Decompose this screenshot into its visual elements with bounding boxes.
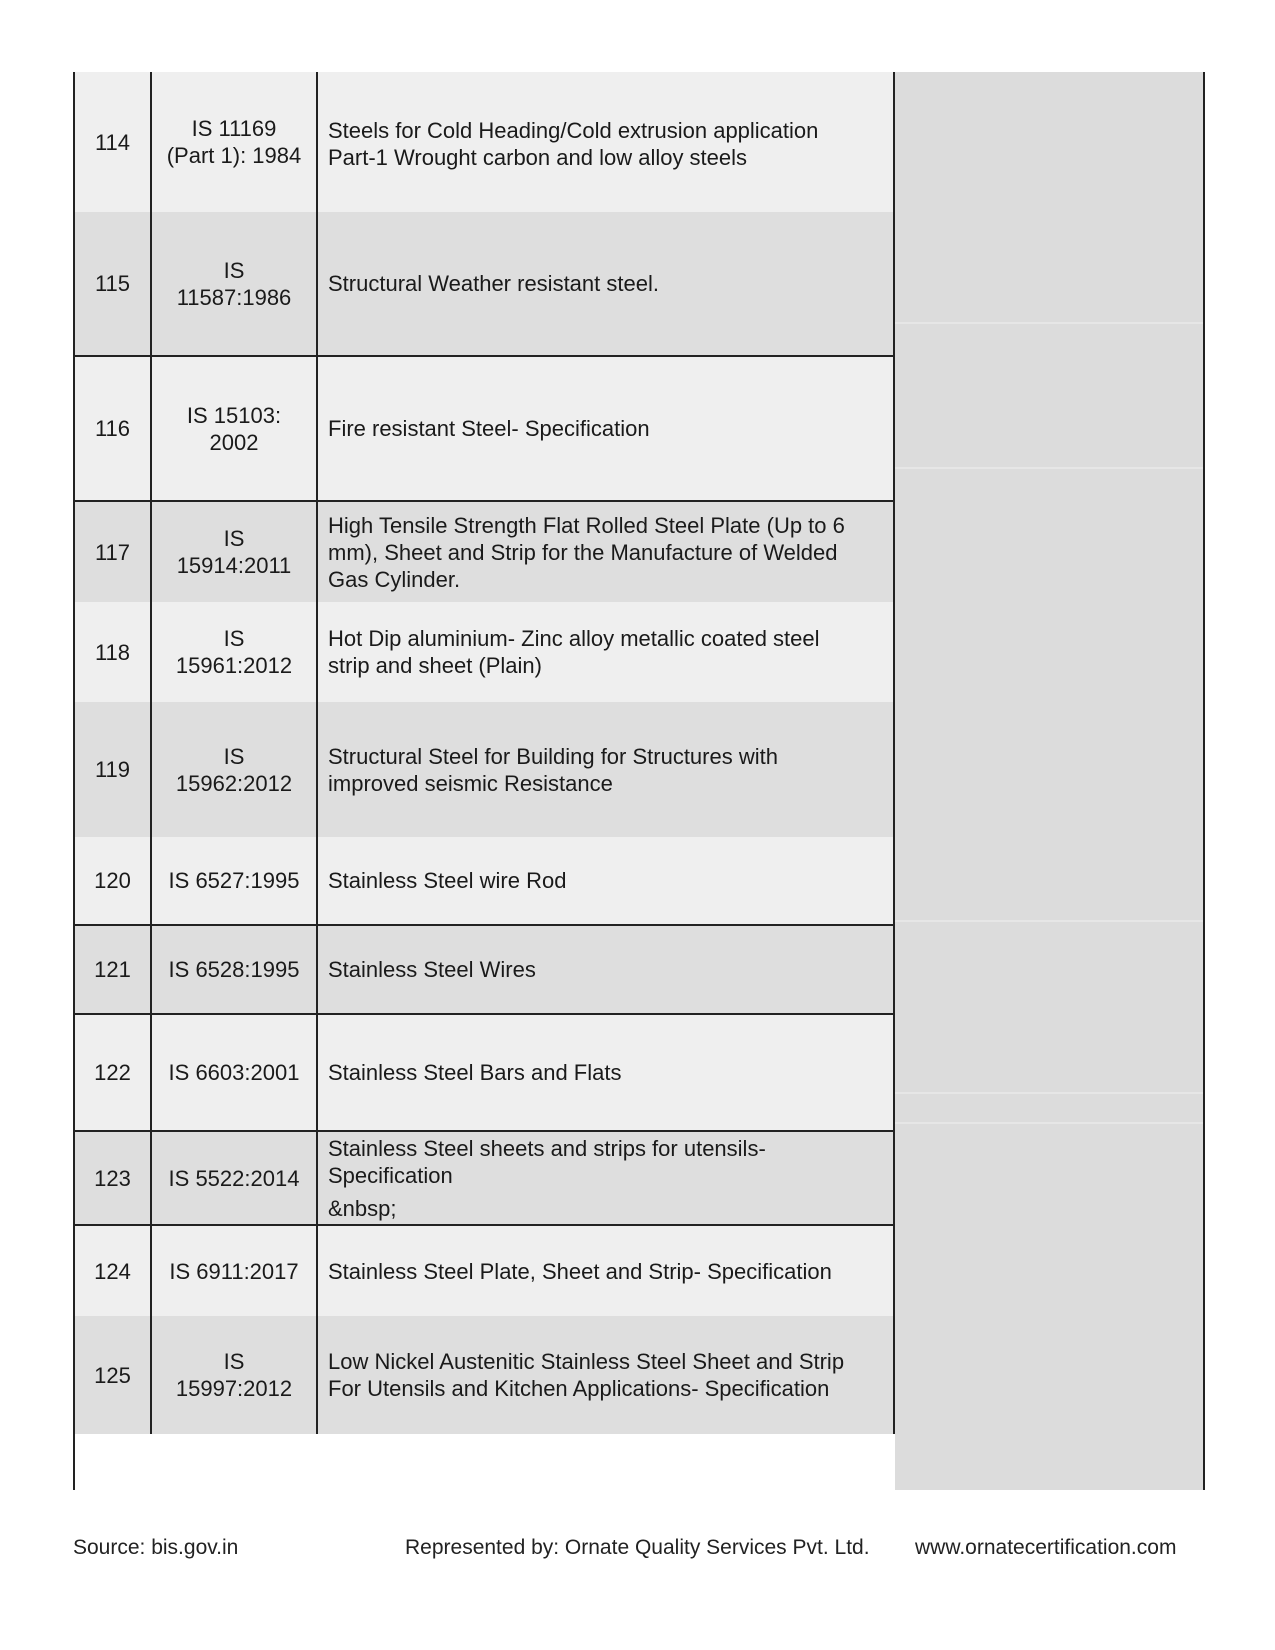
serial-number-cell bbox=[75, 1132, 152, 1224]
description: Stainless Steel Wires bbox=[328, 957, 536, 982]
standard-code-cell bbox=[152, 1316, 318, 1434]
standard-code: IS 5522:2014 bbox=[168, 1165, 300, 1191]
serial-number-cell bbox=[75, 837, 152, 924]
table-row bbox=[75, 1316, 895, 1434]
standard-code-cell bbox=[152, 1132, 318, 1224]
standards-table bbox=[73, 72, 1205, 1490]
serial-number-cell bbox=[75, 212, 152, 355]
standard-code-cell bbox=[152, 837, 318, 924]
standard-code: IS 6603:2001 bbox=[168, 1060, 300, 1085]
standard-code-cell bbox=[152, 212, 318, 355]
serial-number: 121 bbox=[94, 957, 131, 982]
standard-code: IS 15997:2012 bbox=[175, 1349, 293, 1401]
standard-code-cell bbox=[152, 602, 318, 702]
description: Stainless Steel sheets and strips for utensils- Specification bbox=[328, 1135, 766, 1188]
table-row bbox=[75, 502, 895, 602]
standard-code: IS 15914:2011 bbox=[176, 526, 292, 578]
standard-code-cell bbox=[152, 1015, 318, 1130]
serial-number: 119 bbox=[94, 757, 131, 782]
serial-number-cell bbox=[75, 1316, 152, 1434]
description: Structural Steel for Building for Structures with improved seismic Resistance bbox=[328, 743, 778, 796]
serial-number: 116 bbox=[94, 416, 131, 441]
description-cell bbox=[318, 837, 895, 924]
blank-column-divider bbox=[895, 467, 1203, 469]
description-cell bbox=[318, 926, 895, 1013]
serial-number: 115 bbox=[94, 271, 131, 296]
standard-code-cell bbox=[152, 1226, 318, 1316]
description-cell bbox=[318, 212, 895, 355]
standard-code: IS 15962:2012 bbox=[175, 743, 293, 796]
description-extra: &nbsp; bbox=[328, 1195, 397, 1221]
serial-number-cell bbox=[75, 72, 152, 212]
serial-number: 124 bbox=[94, 1258, 131, 1284]
standard-code-cell bbox=[152, 926, 318, 1013]
description: Structural Weather resistant steel. bbox=[328, 271, 659, 296]
serial-number: 117 bbox=[94, 539, 131, 565]
table-row bbox=[75, 602, 895, 702]
description-cell bbox=[318, 702, 895, 837]
standard-code: IS 6528:1995 bbox=[168, 957, 300, 982]
footer-source: Source: bis.gov.in bbox=[73, 1536, 239, 1559]
serial-number-cell bbox=[75, 602, 152, 702]
description-cell bbox=[318, 1015, 895, 1130]
description-cell bbox=[318, 1132, 895, 1224]
standard-code-cell bbox=[152, 357, 318, 500]
blank-column bbox=[895, 72, 1203, 1490]
description-cell bbox=[318, 72, 895, 212]
description: Hot Dip aluminium- Zinc alloy metallic coated steel strip and sheet (Plain) bbox=[328, 626, 820, 678]
standard-code: IS 6911:2017 bbox=[169, 1258, 299, 1284]
standard-code-cell bbox=[152, 72, 318, 212]
table-row bbox=[75, 702, 895, 837]
table-row bbox=[75, 837, 895, 926]
serial-number: 123 bbox=[94, 1165, 131, 1191]
serial-number-cell bbox=[75, 357, 152, 500]
serial-number: 120 bbox=[94, 868, 131, 893]
table-row bbox=[75, 926, 895, 1015]
serial-number-cell bbox=[75, 1226, 152, 1316]
footer-website: www.ornatecertification.com bbox=[915, 1536, 1177, 1559]
serial-number-cell bbox=[75, 1015, 152, 1130]
serial-number: 125 bbox=[94, 1362, 131, 1388]
description: Steels for Cold Heading/Cold extrusion application Part-1 Wrought carbon and low alloy steels bbox=[328, 118, 819, 170]
description-cell bbox=[318, 357, 895, 500]
standard-code-cell bbox=[152, 502, 318, 602]
description-cell bbox=[318, 1226, 895, 1316]
table-row bbox=[75, 72, 895, 212]
blank-column-divider bbox=[895, 1092, 1203, 1094]
description-cell bbox=[318, 1316, 895, 1434]
description: Fire resistant Steel- Specification bbox=[328, 416, 650, 441]
description: Stainless Steel Bars and Flats bbox=[328, 1060, 622, 1085]
standard-code: IS 15961:2012 bbox=[175, 626, 293, 678]
serial-number-cell bbox=[75, 702, 152, 837]
description: High Tensile Strength Flat Rolled Steel Plate (Up to 6 mm), Sheet and Strip for the Manufacture of Welded Gas Cylinder. bbox=[328, 512, 845, 592]
standard-code: IS 11169 (Part 1): 1984 bbox=[166, 116, 302, 168]
table-row bbox=[75, 357, 895, 502]
serial-number-cell bbox=[75, 926, 152, 1013]
table-row bbox=[75, 1132, 895, 1226]
description-cell bbox=[318, 602, 895, 702]
table-row bbox=[75, 1015, 895, 1132]
standard-code: IS 11587:1986 bbox=[176, 257, 292, 310]
description: Stainless Steel wire Rod bbox=[328, 868, 567, 893]
standard-code: IS 6527:1995 bbox=[168, 868, 300, 893]
blank-column-divider bbox=[895, 1122, 1203, 1124]
serial-number: 114 bbox=[94, 129, 131, 155]
standard-code-cell bbox=[152, 702, 318, 837]
description: Low Nickel Austenitic Stainless Steel Sheet and Strip For Utensils and Kitchen Applications- Specification bbox=[328, 1349, 845, 1401]
blank-column-divider bbox=[895, 920, 1203, 922]
table-row bbox=[75, 1226, 895, 1316]
serial-number-cell bbox=[75, 502, 152, 602]
description-cell bbox=[318, 502, 895, 602]
serial-number: 122 bbox=[94, 1060, 131, 1085]
footer-represented-by: Represented by: Ornate Quality Services Pvt. Ltd. bbox=[405, 1536, 870, 1559]
table-row bbox=[75, 212, 895, 357]
blank-column-divider bbox=[895, 322, 1203, 324]
description: Stainless Steel Plate, Sheet and Strip- Specification bbox=[328, 1258, 832, 1284]
serial-number: 118 bbox=[94, 639, 131, 665]
standard-code: IS 15103: 2002 bbox=[186, 402, 282, 455]
